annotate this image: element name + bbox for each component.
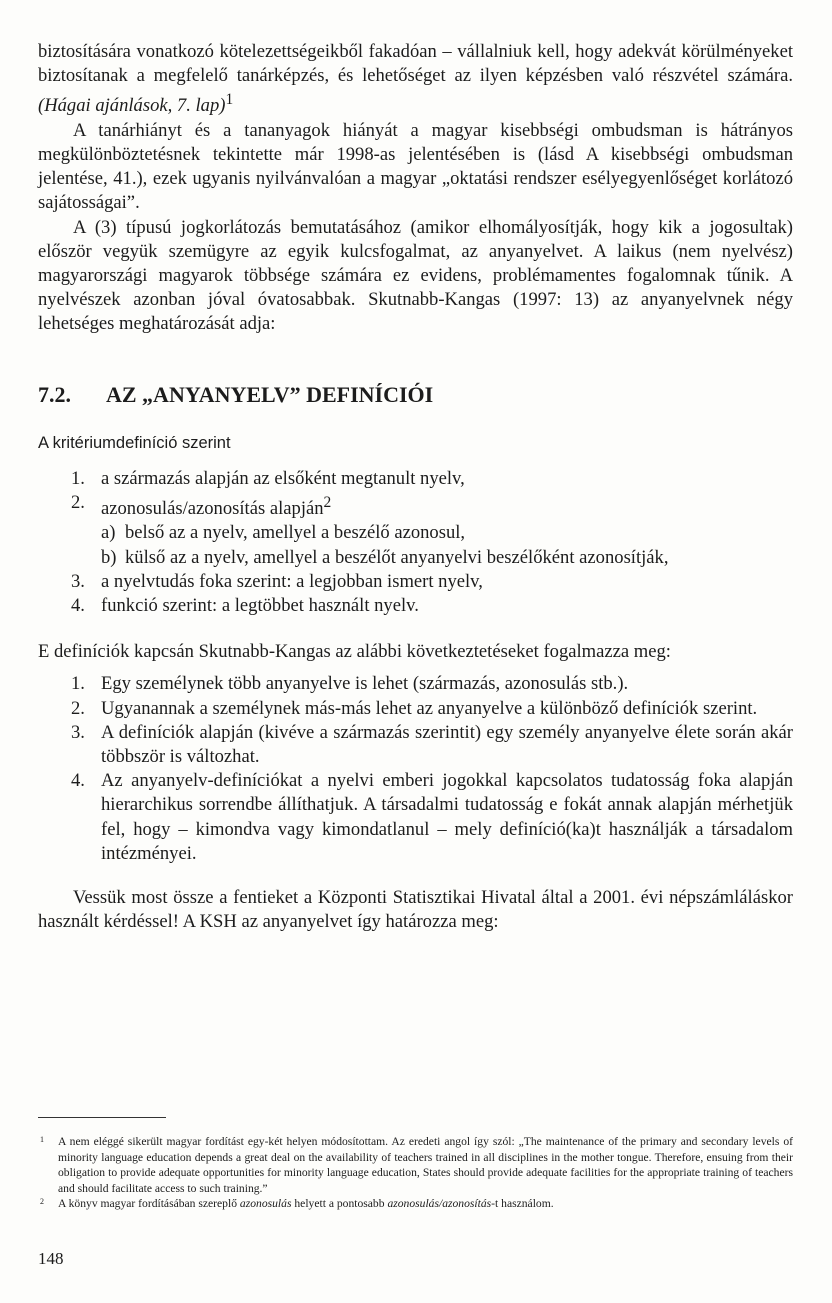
- paragraph: A (3) típusú jogkorlátozás bemutatásához (amikor elhomályosítják, hogy kik a jogosultak) először vegyük szemügyre az egyik kulcsfogalmat, az anyanyelvet. A laikus (nem nyelvész) magyarországi magyarok többsége számára ez evidens, problémamentes fogalomnak tűnik. A nyelvészek azonban jóval óvatosabbak. Skutnabb-Kangas (1997: 13) az anyanyelvnek négy lehetséges meghatározását adja:: [38, 216, 793, 335]
- list-item: 1. a származás alapján az elsőként megtanult nyelv,: [71, 467, 465, 489]
- criteria-list: [38, 467, 793, 618]
- section-title: AZ „ANYANYELV” DEFINÍCIÓI: [106, 381, 434, 407]
- paragraph: biztosítására vonatkozó kötelezettségeikből fakadóan – vállalniuk kell, hogy adekvát körülményeket biztosítanak a megfelelő tanárképzés, és lehetőséget az ilyen képzésben való részvétel számára. (Hágai ajánlások, 7. lap)$^1$: [38, 41, 793, 117]
- paragraph: A tanárhiányt és a tananyagok hiányát a magyar kisebbségi ombudsman is hátrányos megkülönböztetésnek tekintette már 1998-as jelentésében is (lásd A kisebbségi ombudsman jelentése, 41.), ezek ugyanis nyilvánvalóan a magyar „oktatási rendszer esélyegyenlőséget korlátozó sajátosságai”.: [38, 119, 793, 214]
- section-heading: [38, 381, 793, 409]
- list-item: 2. azonosulás/azonosítás alapján$^2$ a) belső az a nyelv, amellyel a beszélő azonosul, b) külső az a nyelv, amellyel a beszélőt anyanyelvi beszélőként azonosítják,: [38, 491, 793, 570]
- conclusions-intro: E definíciók kapcsán Skutnabb-Kangas az alábbi következtetéseket fogalmazza meg:: [38, 641, 671, 663]
- footnotes: [38, 1134, 793, 1212]
- body-text: [38, 40, 793, 934]
- page-number: 148: [38, 1249, 64, 1268]
- list-item: 3. a nyelvtudás foka szerint: a legjobban ismert nyelv,: [71, 570, 483, 592]
- criteria-label: A kritériumdefiníció szerint: [38, 433, 231, 452]
- sub-item: a) belső az a nyelv, amellyel a beszélő azonosul,: [101, 522, 466, 544]
- footnote: 2 A könyv magyar fordításában szereplő azonosulás helyett a pontosabb azonosulás/azonosítás-t használom.: [40, 1197, 554, 1211]
- footnote-ref: 1: [225, 91, 234, 109]
- list-item: 4. Az anyanyelv-definíciókat a nyelvi emberi jogokkal kapcsolatos tudatosság foka alapján hierarchikus sorrendbe állíthatjuk. A társadalmi tudatosság e fokát annak alapján mérhetjük fel, hogy – kimondva vagy kimondatlanul – mely definíció(ka)t használják a társadalom intézményei.: [71, 770, 793, 864]
- list-item: 3. A definíciók alapján (kivéve a származás szerintit) egy személy anyanyelve élete során akár többször is változhat.: [71, 721, 793, 768]
- list-item: 4. funkció szerint: a legtöbbet használt nyelv.: [71, 595, 419, 617]
- list-item: 2. Ugyanannak a személynek más-más lehet az anyanyelve a különböző definíciók szerint.: [71, 697, 758, 719]
- sub-item: b) külső az a nyelv, amellyel a beszélőt anyanyelvi beszélőként azonosítják,: [101, 546, 669, 568]
- section-number: 7.2.: [38, 381, 71, 407]
- footnote: 1 A nem eléggé sikerült magyar fordítást egy-két helyen módosítottam. Az eredeti angol így szól: „The maintenance of the primary and secondary levels of minority language education depends a great deal on the availability of teachers trained in all disciplines in the mother tongue. Therefore, ensuing from their obligation to provide adequate opportunities for minority language education, States should provide adequate facilities for the appropriate training of teachers and should facilitate access to such training.”: [40, 1135, 793, 1195]
- closing-paragraph: Vessük most össze a fentieket a Központi Statisztikai Hivatal által a 2001. évi népszámláláskor használt kérdéssel! A KSH az anyanyelvet így határozza meg:: [38, 887, 793, 933]
- footnote-ref: 2: [323, 494, 332, 512]
- footnote-divider: [38, 1117, 166, 1118]
- conclusions-list: [38, 672, 793, 866]
- list-item: 1. Egy személynek több anyanyelve is lehet (származás, azonosulás stb.).: [71, 673, 629, 695]
- citation: (Hágai ajánlások, 7. lap): [38, 95, 226, 117]
